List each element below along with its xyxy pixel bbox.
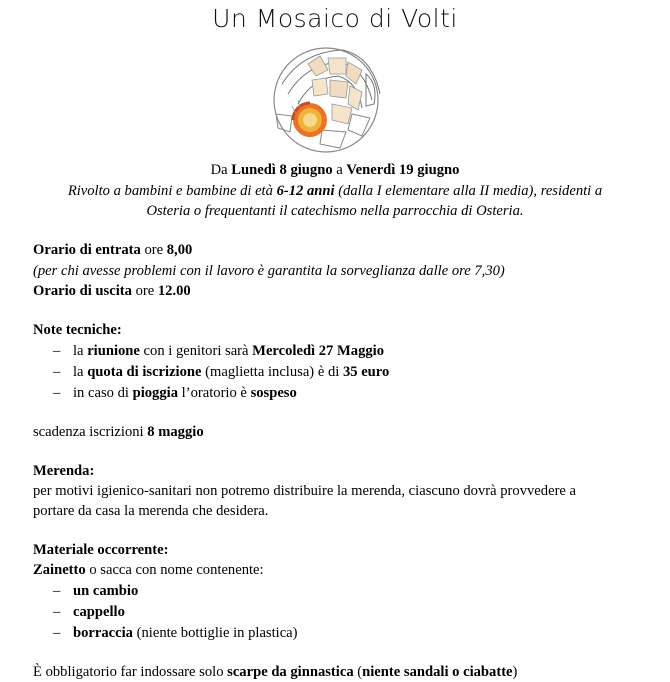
notes-item-rain: – in caso di pioggia l’oratorio è sospeso (53, 385, 297, 401)
mosaic-faces-logo-icon (262, 44, 390, 156)
target-line-1: Rivolto a bambini e bambine di età 6-12 anni (dalla I elementare alla II media), residenti a (67, 183, 603, 199)
materials-intro: Zainetto o sacca con nome contenente: (33, 562, 264, 578)
snack-heading: Merenda: (33, 463, 95, 479)
snack-text-1: per motivi igienico-sanitari non potremo distribuire la merenda, ciascuno dovrà provvedere a (33, 483, 577, 499)
dates-line: Da Lunedì 8 giugno a Venerdì 19 giugno (210, 162, 460, 178)
supervision-note: (per chi avesse problemi con il lavoro è garantita la sorveglianza dalle ore 7,30) (33, 263, 505, 279)
materials-item-change: – un cambio (53, 583, 139, 599)
notes-item-fee: – la quota di iscrizione (maglietta inclusa) è di 35 euro (53, 364, 390, 380)
document-title: Un Mosaico di Volti (212, 4, 458, 33)
materials-item-bottle: – borraccia (niente bottiglie in plastica) (53, 625, 298, 641)
exit-time: Orario di uscita ore 12.00 (33, 283, 191, 299)
snack-text-2: portare da casa la merenda che desidera. (33, 503, 269, 519)
materials-heading: Materiale occorrente: (33, 542, 169, 558)
footer-shoes-note: È obbligatorio far indossare solo scarpe da ginnastica (niente sandali o ciabatte) (33, 664, 518, 680)
materials-item-hat: – cappello (53, 604, 125, 620)
target-line-2: Osteria o frequentanti il catechismo nella parrocchia di Osteria. (146, 203, 524, 219)
entry-time: Orario di entrata ore 8,00 (33, 242, 193, 258)
registration-deadline: scadenza iscrizioni 8 maggio (33, 424, 204, 440)
notes-item-meeting: – la riunione con i genitori sarà Mercoledì 27 Maggio (53, 343, 385, 359)
notes-heading: Note tecniche: (33, 322, 122, 338)
